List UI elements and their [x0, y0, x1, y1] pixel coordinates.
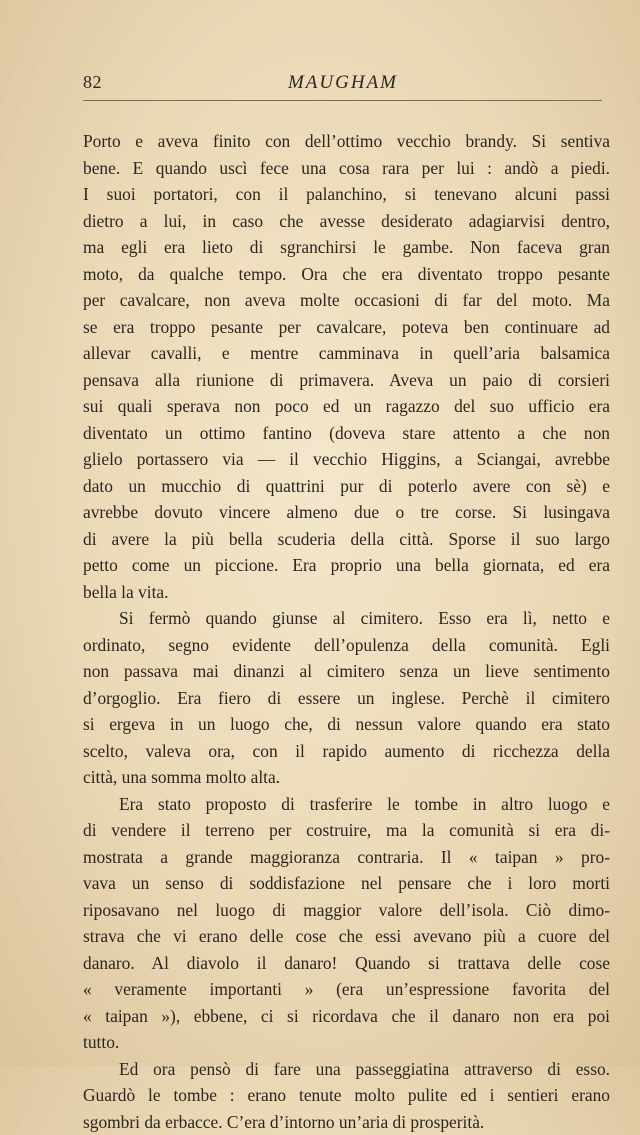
text-line: Era stato proposto di trasferire le tombe in altro luogo e — [83, 791, 610, 818]
paragraph — [83, 128, 610, 605]
text-line: sgombri da erbacce. C’era d’intorno un’aria di prosperità. — [83, 1109, 610, 1135]
text-line: « veramente importanti » (era un’espressione favorita del — [83, 976, 610, 1003]
text-line: Guardò le tombe : erano tenute molto pulite ed i sentieri erano — [83, 1082, 610, 1109]
text-line: riposavano nel luogo di maggior valore dell’isola. Ciò dimo- — [83, 897, 610, 924]
text-line: scelto, valeva ora, con il rapido aumento di ricchezza della — [83, 738, 610, 765]
text-line: di avere la più bella scuderia della città. Sporse il suo largo — [83, 526, 610, 553]
text-line: ordinato, segno evidente dell’opulenza della comunità. Egli — [83, 632, 610, 659]
running-title: MAUGHAM — [83, 72, 603, 94]
text-line: Si fermò quando giunse al cimitero. Esso era lì, netto e — [83, 605, 610, 632]
text-line: diventato un ottimo fantino (doveva stare attento a che non — [83, 420, 610, 447]
text-line: di vendere il terreno per costruire, ma la comunità si era di- — [83, 817, 610, 844]
text-line: avrebbe dovuto vincere almeno due o tre corse. Si lusingava — [83, 499, 610, 526]
text-line: strava che vi erano delle cose che essi avevano più a cuore del — [83, 923, 610, 950]
text-line: danaro. Al diavolo il danaro! Quando si trattava delle cose — [83, 950, 610, 977]
text-line: bene. E quando uscì fece una cosa rara per lui : andò a piedi. — [83, 155, 610, 182]
text-line: Ed ora pensò di fare una passeggiatina attraverso di esso. — [83, 1056, 610, 1083]
text-line: non passava mai dinanzi al cimitero senza un lieve sentimento — [83, 658, 610, 685]
text-line: « taipan »), ebbene, ci si ricordava che il danaro non era poi — [83, 1003, 610, 1030]
header-rule — [83, 100, 602, 101]
body-text — [83, 128, 610, 1135]
text-line: vava un senso di soddisfazione nel pensare che i loro morti — [83, 870, 610, 897]
text-line: città, una somma molto alta. — [83, 764, 610, 791]
running-head — [83, 72, 603, 98]
text-line: bella la vita. — [83, 579, 610, 606]
text-line: se era troppo pesante per cavalcare, poteva ben continuare ad — [83, 314, 610, 341]
text-line: pensava alla riunione di primavera. Aveva un paio di corsieri — [83, 367, 610, 394]
text-line: tutto. — [83, 1029, 610, 1056]
text-line: ma egli era lieto di sgranchirsi le gambe. Non faceva gran — [83, 234, 610, 261]
text-line: allevar cavalli, e mentre camminava in quell’aria balsamica — [83, 340, 610, 367]
text-line: per cavalcare, non aveva molte occasioni di far del moto. Ma — [83, 287, 610, 314]
paragraph — [83, 605, 610, 791]
text-line: moto, da qualche tempo. Ora che era diventato troppo pesante — [83, 261, 610, 288]
text-line: I suoi portatori, con il palanchino, si tenevano alcuni passi — [83, 181, 610, 208]
paragraph — [83, 791, 610, 1056]
text-line: d’orgoglio. Era fiero di essere un inglese. Perchè il cimitero — [83, 685, 610, 712]
text-line: si ergeva in un luogo che, di nessun valore quando era stato — [83, 711, 610, 738]
text-line: dietro a lui, in caso che avesse desiderato adagiarvisi dentro, — [83, 208, 610, 235]
page-number: 82 — [83, 72, 102, 93]
text-line: mostrata a grande maggioranza contraria. Il « taipan » pro- — [83, 844, 610, 871]
paragraph — [83, 1056, 610, 1135]
text-line: dato un mucchio di quattrini pur di poterlo avere con sè) e — [83, 473, 610, 500]
text-line: sui quali sperava non poco ed un ragazzo del suo ufficio era — [83, 393, 610, 420]
text-line: glielo portassero via — il vecchio Higgins, a Sciangai, avrebbe — [83, 446, 610, 473]
text-line: Porto e aveva finito con dell’ottimo vecchio brandy. Si sentiva — [83, 128, 610, 155]
text-line: petto come un piccione. Era proprio una bella giornata, ed era — [83, 552, 610, 579]
